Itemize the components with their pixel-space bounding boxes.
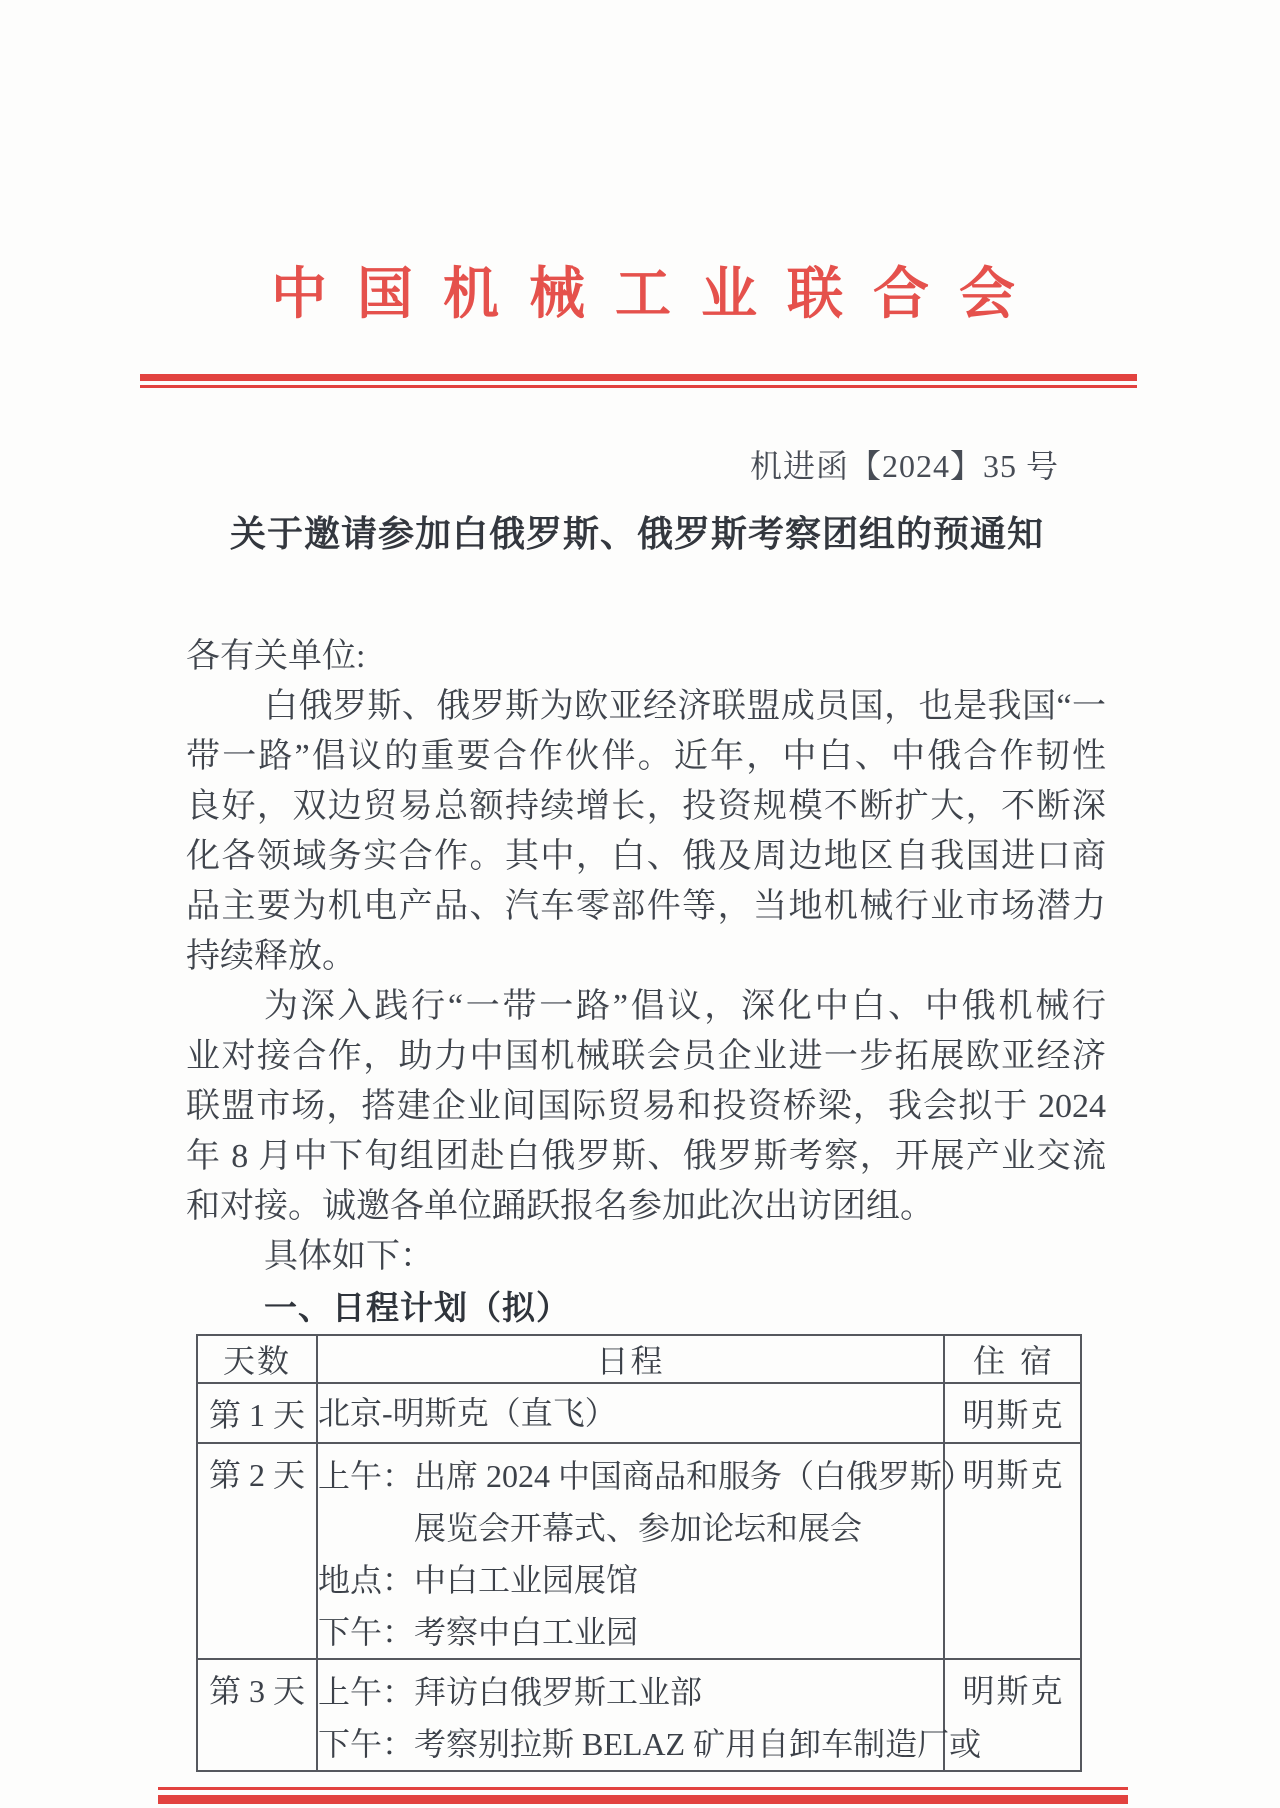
column-header-day: 天数	[197, 1335, 317, 1383]
document-number: 机进函【2024】35 号	[750, 448, 1060, 484]
itinerary-line: 下午：考察别拉斯 BELAZ 矿用自卸车制造厂或	[318, 1726, 982, 1762]
itinerary-cell	[317, 1443, 975, 1659]
itinerary-line: 上午：出席 2024 中国商品和服务（白俄罗斯）	[318, 1458, 975, 1494]
document-body	[186, 632, 1106, 1334]
paragraph-3: 具体如下：	[264, 1238, 434, 1275]
paragraph-2-line: 为深入践行“一带一路”倡议，深化中白、中俄机械行	[264, 988, 1106, 1025]
paragraph-1-line: 品主要为机电产品、汽车零部件等，当地机械行业市场潜力	[186, 888, 1106, 925]
letterhead-org-title: 中 国 机 械 工 业 联 合 会	[271, 264, 1023, 326]
letterhead-rule-thin	[140, 385, 1137, 388]
itinerary-line: 地点：中白工业园展馆	[318, 1562, 639, 1598]
footer-rule-thick	[158, 1795, 1128, 1804]
table-header-row	[197, 1335, 1081, 1383]
paragraph-2-line: 年 8 月中下旬组团赴白俄罗斯、俄罗斯考察，开展产业交流	[186, 1138, 1106, 1175]
letterhead-rule-thick	[140, 374, 1137, 381]
itinerary-line: 上午：拜访白俄罗斯工业部	[318, 1674, 703, 1710]
stay-cell: 明斯克	[944, 1659, 1081, 1771]
itinerary-cell	[317, 1659, 982, 1771]
paragraph-2-line: 业对接合作，助力中国机械联会员企业进一步拓展欧亚经济	[186, 1038, 1106, 1075]
column-header-itinerary: 日程	[317, 1335, 944, 1383]
section-heading-schedule: 一、日程计划（拟）	[264, 1289, 570, 1326]
footer-rule-thin	[158, 1787, 1128, 1790]
paragraph-2-line: 和对接。诚邀各单位踊跃报名参加此次出访团组。	[186, 1188, 934, 1225]
document-title: 关于邀请参加白俄罗斯、俄罗斯考察团组的预通知	[229, 514, 1044, 554]
paragraph-1-line: 带一路”倡议的重要合作伙伴。近年，中白、中俄合作韧性	[186, 738, 1106, 775]
itinerary-cell	[317, 1383, 944, 1443]
column-header-stay: 住宿	[944, 1335, 1081, 1383]
paragraph-1-line: 白俄罗斯、俄罗斯为欧亚经济联盟成员国，也是我国“一	[264, 688, 1106, 725]
stay-cell: 明斯克	[944, 1383, 1081, 1443]
stay-cell: 明斯克	[944, 1443, 1081, 1659]
table-row-day2	[197, 1443, 1081, 1659]
table-row-day3	[197, 1659, 1081, 1771]
day-cell: 第 2 天	[197, 1443, 317, 1659]
salutation: 各有关单位:	[186, 638, 366, 675]
paragraph-1-line: 持续释放。	[186, 938, 356, 975]
itinerary-line: 下午：考察中白工业园	[318, 1614, 639, 1650]
schedule-table	[196, 1334, 1082, 1772]
itinerary-line: 展览会开幕式、参加论坛和展会	[414, 1510, 863, 1546]
paragraph-1-line: 化各领域务实合作。其中，白、俄及周边地区自我国进口商	[186, 838, 1106, 875]
itinerary-line: 北京-明斯克（直飞）	[318, 1395, 617, 1431]
paragraph-2-line: 联盟市场，搭建企业间国际贸易和投资桥梁，我会拟于 2024	[186, 1088, 1106, 1125]
table-row-day1	[197, 1383, 1081, 1443]
day-cell: 第 3 天	[197, 1659, 317, 1771]
paragraph-1-line: 良好，双边贸易总额持续增长，投资规模不断扩大，不断深	[186, 788, 1106, 825]
day-cell: 第 1 天	[197, 1383, 317, 1443]
